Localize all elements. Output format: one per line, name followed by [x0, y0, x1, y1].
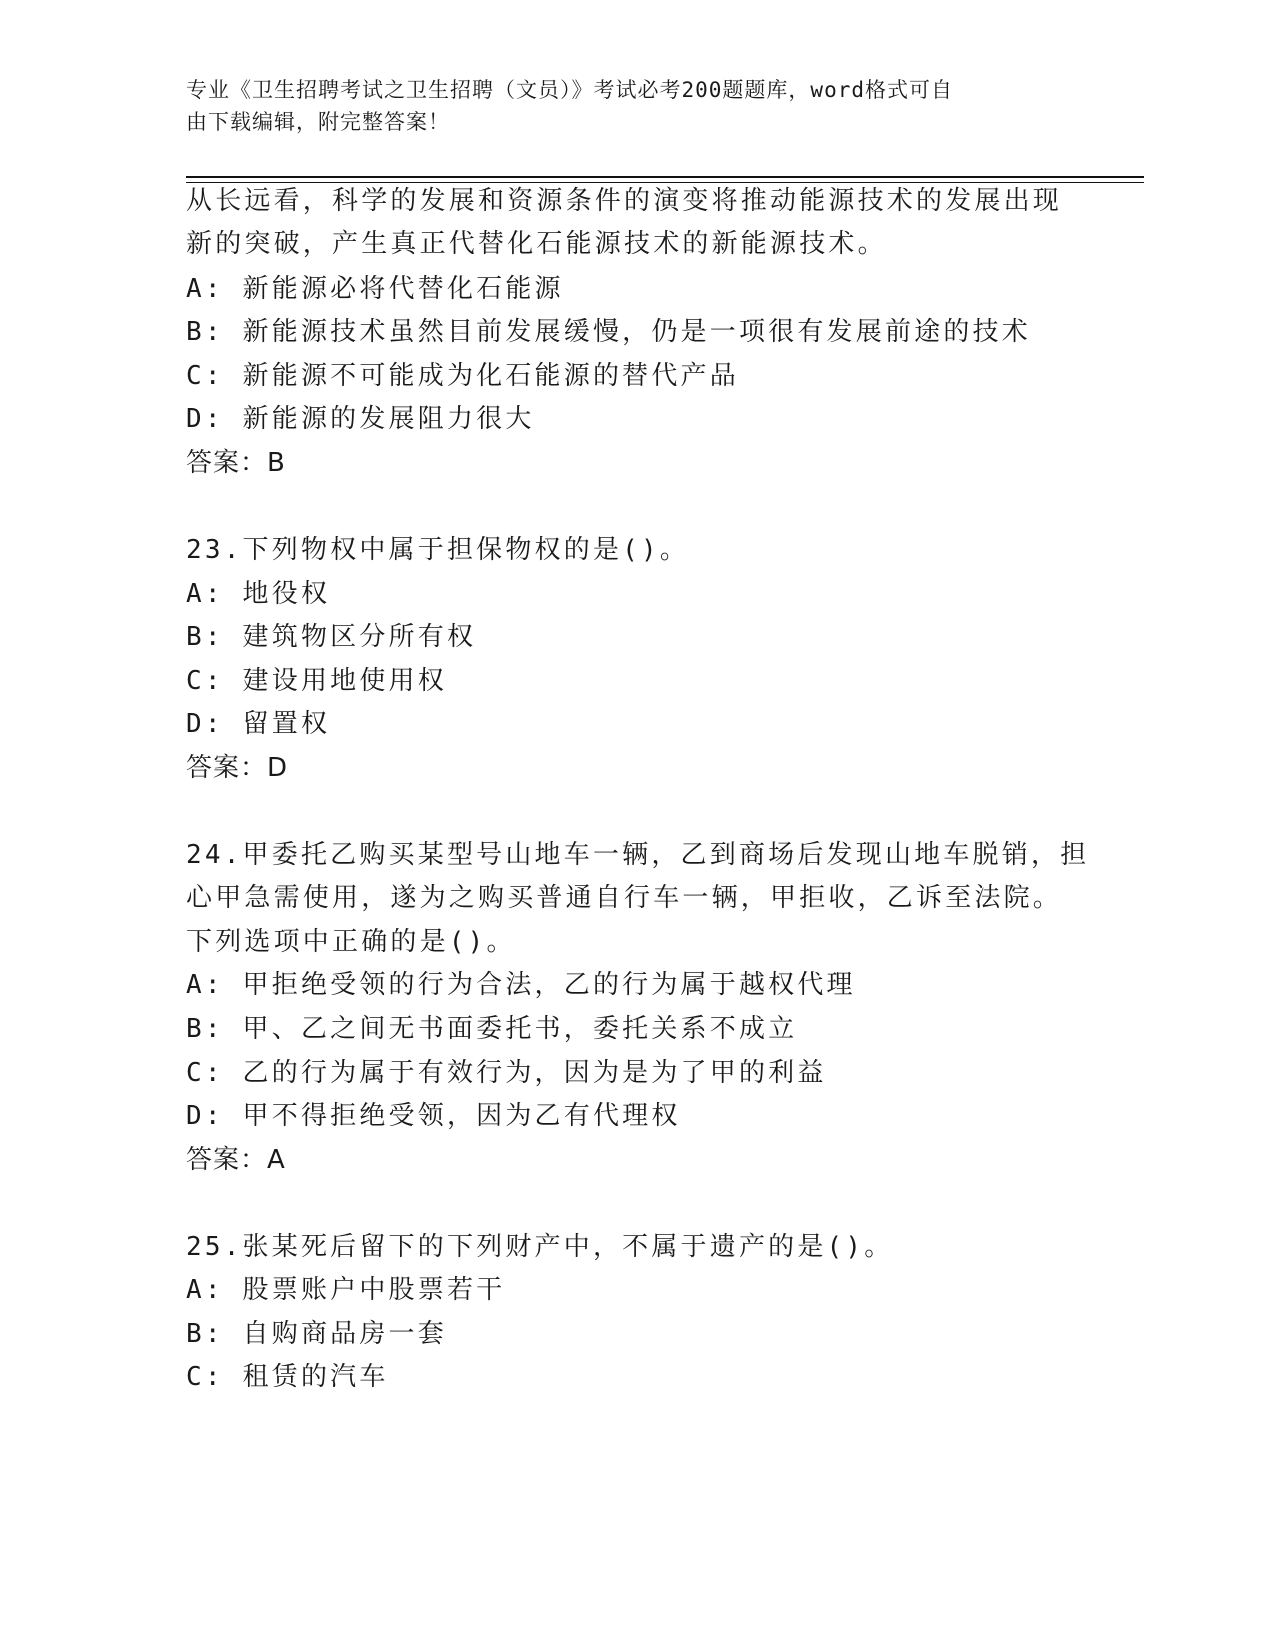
q25-option-b: B: 自购商品房一套	[186, 1319, 447, 1349]
q24-stem-line-3: 下列选项中正确的是()。	[186, 927, 516, 957]
q23-option-a: A: 地役权	[186, 579, 331, 609]
q25-option-a: A: 股票账户中股票若干	[186, 1275, 506, 1305]
q24-option-c: C: 乙的行为属于有效行为，因为是为了甲的利益	[186, 1058, 827, 1088]
q22-option-a: A: 新能源必将代替化石能源	[186, 274, 564, 304]
q24-option-b: B: 甲、乙之间无书面委托书，委托关系不成立	[186, 1014, 798, 1044]
q25-option-c: C: 租赁的汽车	[186, 1362, 389, 1392]
q23-stem: 23.下列物权中属于担保物权的是()。	[186, 535, 690, 565]
q22-stem-line-1: 从长远看，科学的发展和资源条件的演变将推动能源技术的发展出现	[186, 186, 1063, 216]
header-divider-thin	[186, 182, 1144, 183]
q23-option-d: D: 留置权	[186, 709, 331, 739]
q24-option-a: A: 甲拒绝受领的行为合法，乙的行为属于越权代理	[186, 970, 856, 1000]
q24-stem-line-1: 24.甲委托乙购买某型号山地车一辆，乙到商场后发现山地车脱销，担	[186, 840, 1090, 870]
q24-option-d: D: 甲不得拒绝受领，因为乙有代理权	[186, 1101, 681, 1131]
q23-option-c: C: 建设用地使用权	[186, 666, 447, 696]
q25-stem: 25.张某死后留下的下列财产中，不属于遗产的是()。	[186, 1232, 894, 1262]
q22-option-b: B: 新能源技术虽然目前发展缓慢，仍是一项很有发展前途的技术	[186, 317, 1031, 347]
header-line-1: 专业《卫生招聘考试之卫生招聘（文员）》考试必考200题题库，word格式可自	[186, 78, 953, 102]
header-line-2: 由下载编辑，附完整答案！	[186, 110, 450, 134]
q23-option-b: B: 建筑物区分所有权	[186, 622, 477, 652]
q24-stem-line-2: 心甲急需使用，遂为之购买普通自行车一辆，甲拒收，乙诉至法院。	[186, 883, 1063, 913]
q22-option-c: C: 新能源不可能成为化石能源的替代产品	[186, 361, 739, 391]
q22-stem-line-2: 新的突破，产生真正代替化石能源技术的新能源技术。	[186, 229, 887, 259]
header-divider-thick	[186, 176, 1144, 178]
q22-option-d: D: 新能源的发展阻力很大	[186, 404, 535, 434]
document-header	[186, 74, 1086, 138]
q24-answer: 答案：A	[186, 1145, 286, 1175]
q23-answer: 答案：D	[186, 753, 289, 783]
q22-answer: 答案：B	[186, 448, 286, 478]
